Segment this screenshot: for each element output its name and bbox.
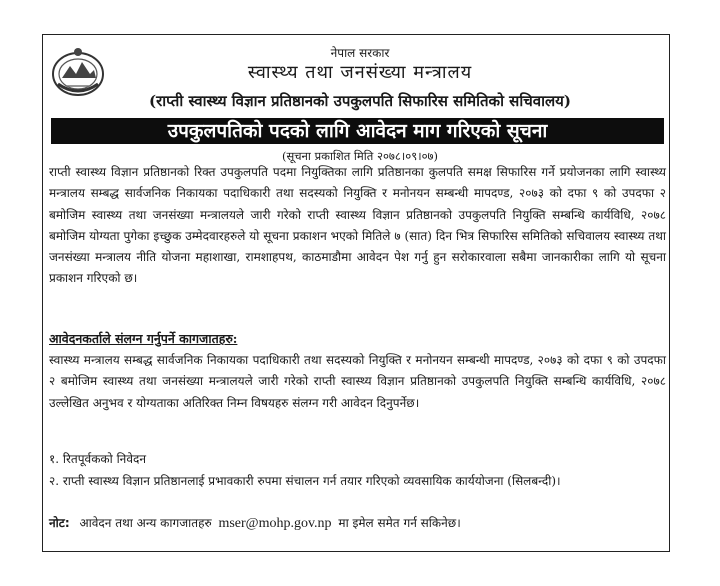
email-address[interactable]: mser@mohp.gov.np [218, 516, 332, 531]
publish-date: (सूचना प्रकाशित मिति २०७८।०९।०७) [281, 149, 439, 163]
notice-title: उपकुलपतिको पदको लागि आवेदन माग गरिएको सूचना [51, 118, 664, 144]
list-item: २. राप्ती स्वास्थ्य विज्ञान प्रतिष्ठानलाई प्रभावकारी रुपमा संचालन गर्न तयार गरिएको व्यवसायिक कार्ययोजना (सिलबन्दी)। [49, 474, 561, 488]
ministry-name: स्वास्थ्य तथा जनसंख्या मन्त्रालय [247, 62, 473, 83]
note-line [49, 514, 461, 532]
documents-paragraph: स्वास्थ्य मन्त्रालय सम्बद्ध सार्वजनिक निकायका पदाधिकारी तथा सदस्यको नियुक्ति र मनोनयन सम्बन्धी मापदण्ड, २०७३ को दफा ९ को उपदफा २ बमोजिम स्वास्थ्य तथा जनसंख्या मन्त्रालयले जारी गरेको राप्ती स्वास्थ्य विज्ञान प्रतिष्ठानको उपकुलपति नियुक्ति सम्बन्धि कार्यविधि, २०७८ उल्लेखित अनुभव र योग्यताका अतिरिक्त निम्न विषयहरु संलग्न गरी आवेदन दिनुपर्नेछ। [49, 353, 666, 410]
government-name: नेपाल सरकार [330, 46, 390, 60]
note-text: आवेदन तथा अन्य कागजातहरु [79, 516, 212, 530]
note-text-end: मा इमेल समेत गर्न सकिनेछ। [338, 516, 461, 530]
note-label: नोट: [49, 516, 70, 530]
office-name: (राप्ती स्वास्थ्य विज्ञान प्रतिष्ठानको उपकुलपति सिफारिस समितिको सचिवालय) [149, 92, 571, 110]
list-item: १. रितपूर्वकको निवेदन [49, 452, 147, 466]
body-paragraph: राप्ती स्वास्थ्य विज्ञान प्रतिष्ठानको रिक्त उपकुलपति पदमा नियुक्तिका लागि प्रतिष्ठानका कुलपति समक्ष सिफारिस गर्ने प्रयोजनका लागि स्वास्थ्य मन्त्रालय सम्बद्ध सार्वजनिक निकायका पदाधिकारी तथा सदस्यको नियुक्ति र मनोनयन सम्बन्धी मापदण्ड, २०७३ को दफा ९ को उपदफा २ बमोजिम स्वास्थ्य तथा जनसंख्या मन्त्रालयले जारी गरेको राप्ती स्वास्थ्य विज्ञान प्रतिष्ठानको उपकुलपति नियुक्ति सम्बन्धि कार्यविधि, २०७८ बमोजिम योग्यता पुगेका इच्छुक उम्मेदवारहरुले यो सूचना प्रकाशन भएको मितिले ७ (सात) दिन भित्र सिफारिस समितिको सचिवालय स्वास्थ्य तथा जनसंख्या मन्त्रालय नीति योजना महाशाखा, रामशाहपथ, काठमाडौमा आवेदन पेश गर्नु हुन सरोकारवाला सबैमा जानकारीका लागि यो सूचना प्रकाशन गरिएको छ। [49, 165, 666, 286]
documents-heading: आवेदनकर्ताले संलग्न गर्नुपर्ने कागजातहरु: [49, 331, 238, 346]
